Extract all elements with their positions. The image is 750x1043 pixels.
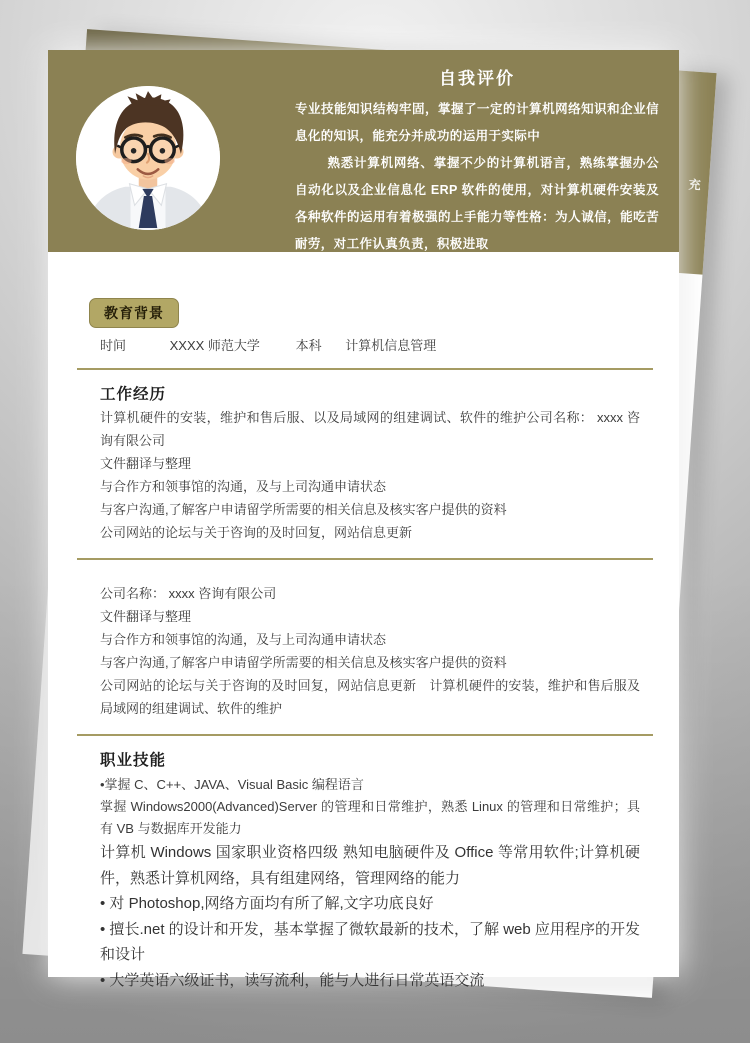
skills-section bbox=[77, 748, 653, 993]
skill-item: • 对 Photoshop,网络方面均有所了解,文字功底良好 bbox=[100, 895, 434, 912]
self-evaluation-paragraph-2: 熟悉计算机网络、掌握不少的计算机语言，熟练掌握办公自动化以及企业信息化 ERP 软件的使用，对计算机硬件安装及各种软件的运用有着极强的上手能力等性格：为人诚信，能吃苦耐劳，对工作认真负责，积极进取 bbox=[295, 156, 659, 251]
education-section bbox=[77, 298, 653, 354]
skill-item: 掌握 Windows2000(Advanced)Server 的管理和日常维护，熟悉 Linux 的管理和日常维护；具有 VB 与数据库开发能力 bbox=[100, 799, 640, 836]
work1-line: 与客户沟通,了解客户申请留学所需要的相关信息及核实客户提供的资料 bbox=[100, 502, 507, 517]
resume-header-band bbox=[48, 50, 679, 252]
skill-item: •掌握 C、C++、JAVA、Visual Basic 编程语言 bbox=[100, 777, 364, 792]
work1-line: 公司网站的论坛与关于咨询的及时回复，网站信息更新 bbox=[100, 525, 413, 540]
education-major: 计算机信息管理 bbox=[345, 338, 437, 353]
skill-item: • 大学英语六级证书，读写流利，能与人进行日常英语交流 bbox=[100, 971, 485, 989]
education-row bbox=[100, 335, 653, 354]
skill-item: • 擅长.net 的设计和开发，基本掌握了微软最新的技术，了解 web 应用程序的开发和设计 bbox=[100, 920, 640, 963]
work-experience-title: 工作经历 bbox=[100, 386, 167, 403]
divider bbox=[77, 368, 653, 370]
resume-page bbox=[48, 50, 679, 989]
self-evaluation-section bbox=[295, 64, 659, 258]
work1-line: 计算机硬件的安装，维护和售后服、以及局域网的组建调试、软件的维护公司名称： xxxx 咨询有限公司 bbox=[100, 410, 640, 448]
work2-line: 公司名称： xxxx 咨询有限公司 bbox=[100, 586, 277, 601]
avatar bbox=[76, 86, 220, 230]
work1-line: 与合作方和领事馆的沟通，及与上司沟通申请状态 bbox=[100, 479, 387, 494]
work-experience-section-2 bbox=[77, 582, 653, 720]
back-page-text-fragment: 充 bbox=[688, 177, 702, 193]
work1-line: 文件翻译与整理 bbox=[100, 456, 192, 471]
divider bbox=[77, 734, 653, 736]
self-evaluation-title: 自我评价 bbox=[439, 69, 515, 88]
education-time: 时间 bbox=[100, 338, 127, 353]
education-badge: 教育背景 bbox=[89, 298, 179, 328]
work-experience-section bbox=[77, 382, 653, 544]
work2-line: 文件翻译与整理 bbox=[100, 609, 192, 624]
self-evaluation-paragraph-1: 专业技能知识结构牢固，掌握了一定的计算机网络知识和企业信息化的知识，能充分并成功的运用于实际中 bbox=[295, 102, 659, 143]
education-school: XXXX 师范大学 bbox=[169, 338, 260, 353]
resume-body bbox=[77, 298, 653, 993]
avatar-illustration bbox=[76, 86, 220, 230]
divider bbox=[77, 558, 653, 560]
work2-line: 与客户沟通,了解客户申请留学所需要的相关信息及核实客户提供的资料 bbox=[100, 655, 507, 670]
education-degree: 本科 bbox=[295, 338, 322, 353]
work2-line: 与合作方和领事馆的沟通，及与上司沟通申请状态 bbox=[100, 632, 387, 647]
skill-item: 计算机 Windows 国家职业资格四级 熟知电脑硬件及 Office 等常用软件;计算机硬件，熟悉计算机网络，具有组建网络，管理网络的能力 bbox=[100, 844, 640, 887]
skills-title: 职业技能 bbox=[100, 752, 167, 769]
work2-line: 公司网站的论坛与关于咨询的及时回复，网站信息更新 计算机硬件的安装，维护和售后服及局域网的组建调试、软件的维护 bbox=[100, 678, 640, 716]
